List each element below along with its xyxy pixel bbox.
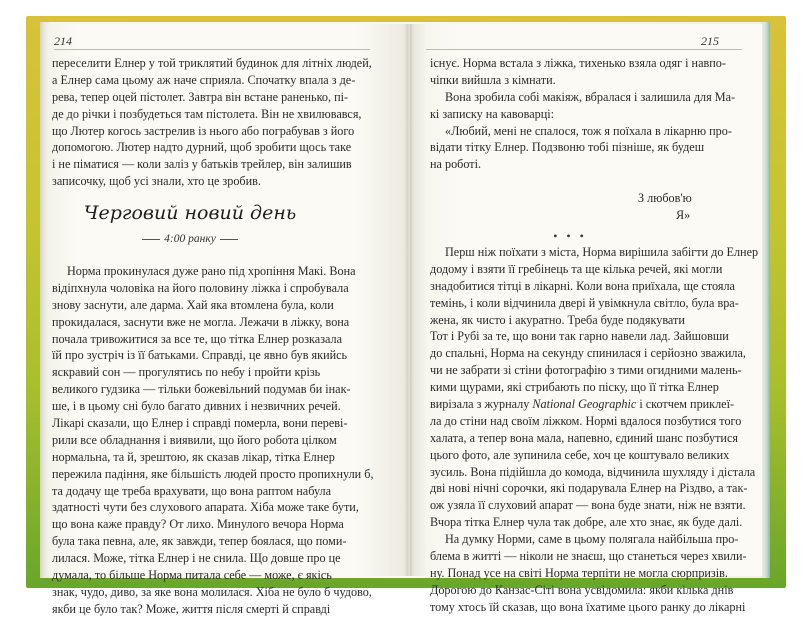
text-line: рева, тепер оцей пістолет. Завтра він встане раненько, пі- <box>52 89 349 104</box>
signature-line: Я» <box>676 207 691 222</box>
text-line: Лікарі сказали, що Елнер і справді померла, вони перевi- <box>52 416 348 431</box>
text-line: здатності чути без слухового апарата. Хіба може таке бути, <box>52 500 359 515</box>
text-line: цього фото, але зупинила себе, хоч це коштувало великих <box>430 447 730 462</box>
time-dash-right <box>220 239 238 240</box>
text-line: прокидалася, заснути вже не могла. Лежачи в ліжку, вона <box>52 314 350 329</box>
text-line: додому і взяти її гребінець та ще кілька речей, які могли <box>430 261 723 276</box>
text-line: чіпки вийшла з кімнати. <box>430 72 556 87</box>
time-dash-left <box>142 239 160 240</box>
text-line: що Лютер когось застрелив із нього або пограбував з його <box>52 123 355 138</box>
text-line: блема в житті — ніколи не знаєш, що станеться через хвили- <box>430 549 747 564</box>
text-line: На думку Норми, саме в цьому полягала найбільша про- <box>445 532 739 547</box>
text-line: кими щурами, які стрибають по піску, що її тітка Елнер <box>430 380 719 395</box>
text-line: ну. Понад усе на світі Норма терпіти не могла сюрпризів. <box>430 565 728 580</box>
text-line: їй про зустріч із її батьками. Справді, це явно був якийсь <box>52 348 348 363</box>
text-line: існує. Норма встала з ліжка, тихенько взяла одяг і навпо- <box>430 56 726 70</box>
text-line: та додачу ще треба врахувати, що вона раптом набула <box>52 483 331 498</box>
left-page-body-text <box>52 263 374 618</box>
right-header-rule <box>426 49 742 50</box>
right-page-top-text <box>430 55 746 173</box>
text-line: рили все обладнання і виявили, що його робота цілком <box>52 432 337 447</box>
chapter-time-row <box>40 233 340 245</box>
text-line: відіпхнула чоловіка на його половину ліжка і спробувала <box>52 280 349 295</box>
text-line: що вона каже правду? От лихо. Минулого вечора Норма <box>52 517 344 532</box>
left-header-rule <box>54 49 370 50</box>
text-line: знадобитися тітці в лікарні. Коли вона приїхала, ще стояла <box>430 278 735 293</box>
text-line: яскравий сон — прогулятись по небу і пройти крізь <box>52 365 321 380</box>
text-line: великого гудзика — тільки божевільний подумав би інак- <box>52 382 351 397</box>
text-line: пережила падіння, яке більшість людей просто пропихнули б, <box>52 466 374 481</box>
chapter-title: Черговий новий день <box>83 202 297 224</box>
text-line: кі записку на кавоварці: <box>430 106 555 121</box>
left-page-top-text <box>52 55 372 190</box>
chapter-time: 4:00 ранку <box>164 233 216 245</box>
text-line: записочку, щоб усі знали, хто це зробив. <box>52 174 261 189</box>
text-line: тому хтось їй сказав, що вона їхатиме цього ранку до лікарні <box>430 599 746 614</box>
text-line: до спальні, Норма на секунду спинилася і серйозно зважила, <box>430 346 746 361</box>
text-line: вирізала з журналу National Geographic і скотчем приклеї- <box>430 397 735 412</box>
text-line: нормальна, та й, зрештою, як сказав лікар, тітка Елнер <box>52 449 335 464</box>
book-spine-gutter <box>404 24 414 576</box>
signoff-line: З любов'ю <box>638 191 692 205</box>
text-line: Дорогою до Канзас-Сіті вона усвідомила: якби кілька днів <box>430 582 734 597</box>
text-line: була така певна, але, як завжди, тепер боялася, що поми- <box>52 534 347 549</box>
text-line: знак, чудо, диво, за яке вона молилася. Хіба не було б чудово, <box>52 584 372 599</box>
text-line: зусиль. Вона підійшла до комода, відчинила шухляду і дістала <box>430 464 756 479</box>
text-line: Вчора тітка Елнер чула так добре, але хто знає, як буде далі. <box>430 515 743 530</box>
right-page-body-text <box>430 244 759 616</box>
text-line: знову заснути, але дарма. Хай яка втомлена була, коли <box>52 297 334 312</box>
text-line: чи не забрати зі стіни фотографію з тими огидними малень- <box>430 363 742 378</box>
text-line: Тот і Рубі за те, що вони так гарно навели лад. Зайшовши <box>430 329 729 344</box>
text-line: де до річки і позбудеться там пістолета. Він не хвилювався, <box>52 106 362 121</box>
right-page-number: 215 <box>701 34 719 48</box>
text-line: дві нові нічні сорочки, які подарувала Елнер на Різдво, а так- <box>430 481 748 496</box>
text-line: Перш ніж поїхати з міста, Норма вирішила забігти до Елнер <box>445 245 759 259</box>
text-line: ож узяла її слуховий апарат — вона буде знати, ніж не взяти. <box>430 498 746 513</box>
text-line: якби це було так? Може, життя після смерті й справді <box>52 601 331 616</box>
left-page-number: 214 <box>54 34 72 48</box>
text-line: ше, і в цьому сні було багато дивних і незвичних речей. <box>52 399 341 414</box>
text-line: почала тривожитися за все те, що тітка Елнер розказала <box>52 331 343 346</box>
text-line: темінь, і коли відчинила двері й увімкнула світло, була вра- <box>430 295 739 310</box>
text-line: на роботі. <box>430 157 482 172</box>
text-line: і не піматися — коли заліз у батьків трейлер, він залишив <box>52 157 352 172</box>
text-line: Норма прокинулася дуже рано під хропіння Макі. Вона <box>67 264 356 278</box>
text-line: а Елнер сама цьому аж наче сприяла. Спочатку впала з де- <box>52 72 356 87</box>
text-line: жена, як чисто і акуратно. Треба буде подякувати <box>430 312 685 327</box>
text-line: Вона зробила собі макіяж, вбралася і залишила для Ма- <box>445 89 736 104</box>
text-line: допомогою. Лютер надто дурний, щоб зробити щось таке <box>52 140 352 155</box>
magazine-name: National Geographic <box>532 397 637 412</box>
text-line: «Любий, мені не спалося, тож я поїхала в лікарню про- <box>445 123 732 138</box>
text-line: лилася. Може, тітка Елнер і не снила. Що довше про це <box>52 551 341 566</box>
text-line: відати тітку Елнер. Подзвоню тобі пізніше, як будеш <box>430 140 705 155</box>
text-line: ла до стіни над своїм ліжком. Нормі вдалося позбутися того <box>430 413 742 428</box>
section-separator: • • • <box>553 229 587 243</box>
text-line: думала, то більше Норма питала себе — може, є якісь <box>52 568 332 583</box>
note-signoff <box>638 190 692 224</box>
text-line: переселити Елнер у той триклятий будинок для літніх людей, <box>52 56 372 70</box>
text-line: халата, а тепер вона мала, напевно, єдиний шанс позбутися <box>430 430 738 445</box>
